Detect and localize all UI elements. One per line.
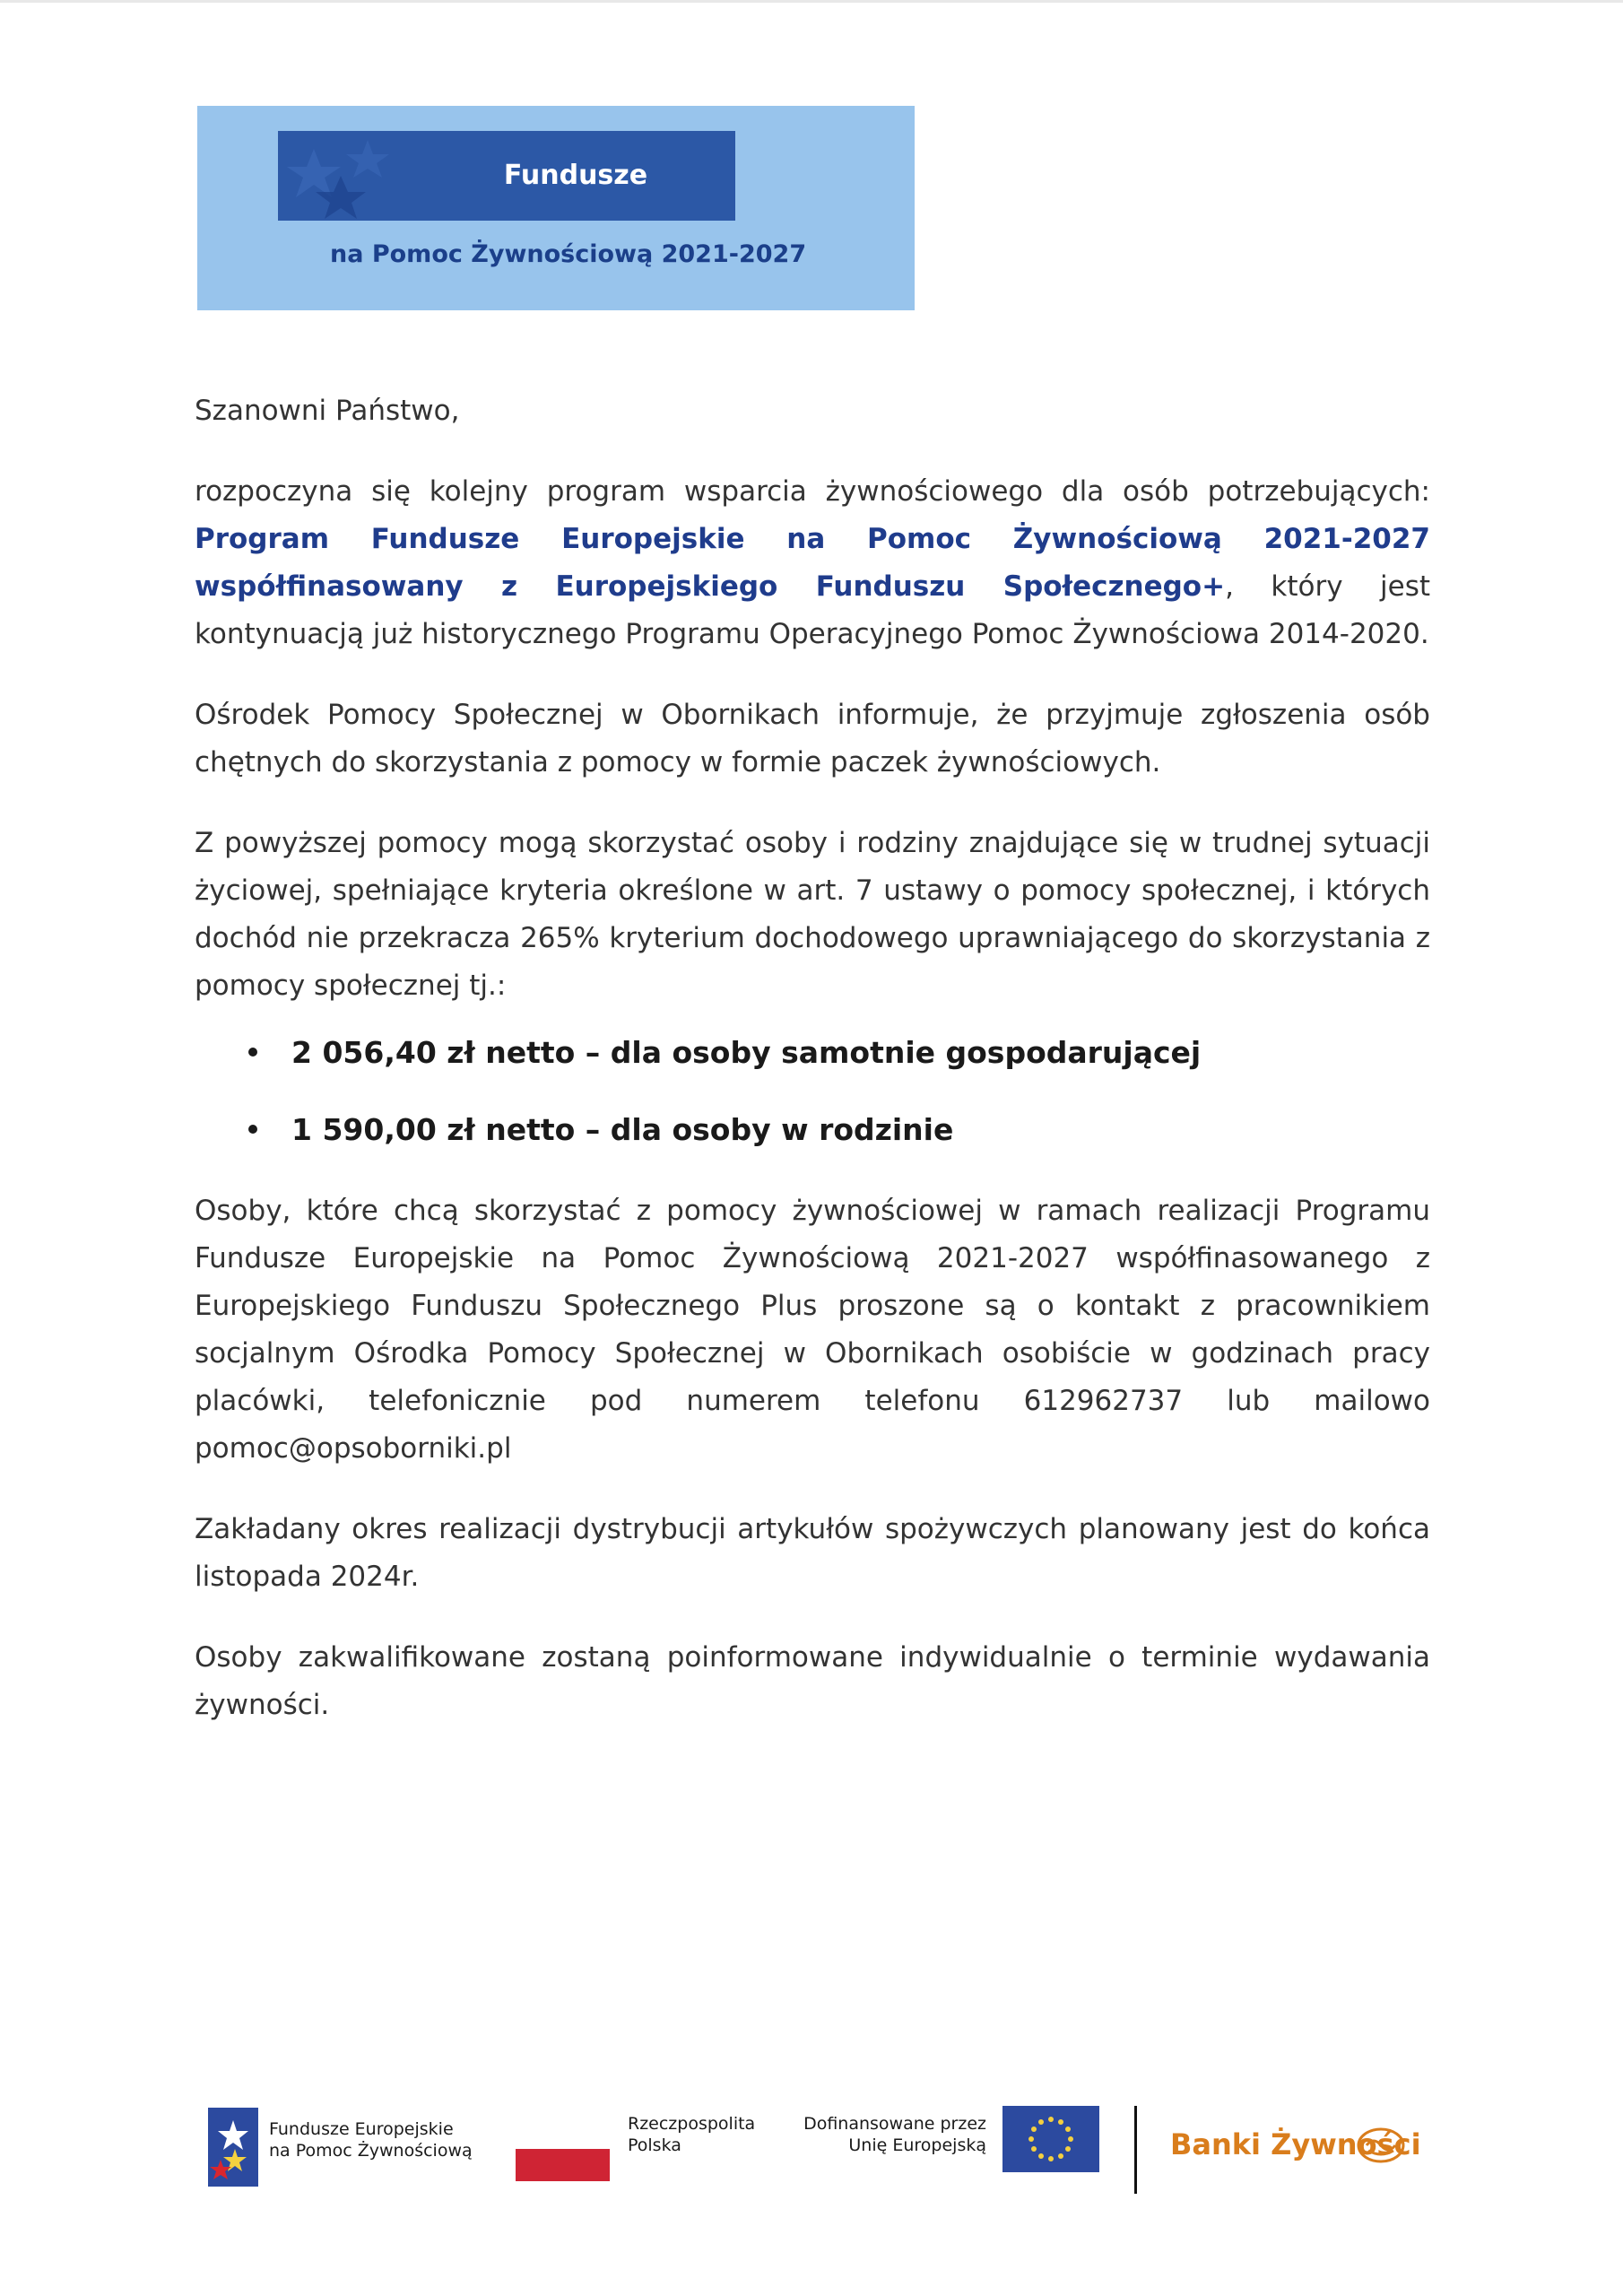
footer-logos xyxy=(0,2090,1623,2215)
scan-edge xyxy=(0,0,1623,3)
income-criteria-list xyxy=(195,1033,1430,1150)
rp-line-1: Rzeczpospolita xyxy=(628,2114,756,2134)
list-item xyxy=(195,1033,1430,1073)
salutation: Szanowni Państwo, xyxy=(195,395,460,427)
banner-subtitle: na Pomoc Żywnościową 2021-2027 xyxy=(330,240,807,268)
letter-body xyxy=(195,387,1430,1762)
intro-text: rozpoczyna się kolejny program wsparcia żywnościowego dla osób potrzebujących: xyxy=(195,475,1430,508)
fe-logo-icon xyxy=(208,2108,258,2187)
eu-flag-icon xyxy=(1002,2106,1099,2172)
banner-dark-panel xyxy=(278,131,735,221)
banner-title: Fundusze xyxy=(503,160,648,191)
list-item xyxy=(195,1110,1430,1150)
header-banner xyxy=(197,106,915,310)
criterion-family: 1 590,00 zł netto – dla osoby w rodzinie xyxy=(291,1112,954,1147)
rp-line-2: Polska xyxy=(628,2135,681,2155)
intro-continuation: , który jest kontynuacją już historycznego Programu Operacyjnego Pomoc Żywnościowa 2014-2020. xyxy=(195,570,1431,650)
eu-line-2: Unię Europejską xyxy=(848,2135,986,2155)
paragraph-intro xyxy=(195,468,1430,658)
fe-logo-label xyxy=(269,2118,502,2161)
paragraph-contact: Osoby, które chcą skorzystać z pomocy żywnościowej w ramach realizacji Programu Fundusze Europejskie na Pomoc Żywnościową 2021-2027 współfinasowanego z Europejskiego Funduszu Społecznego Plus proszone są o kontakt z pracownikiem socjalnym Ośrodka Pomocy Społecznej w Obornikach osobiście w godzinach pracy placówki, telefonicznie pod numerem telefonu 612962737 lub mailowo pomoc@opsoborniki.pl xyxy=(195,1195,1430,1465)
paragraph-notification: Osoby zakwalifikowane zostaną poinformowane indywidualnie o terminie wydawania żywności. xyxy=(195,1641,1430,1721)
eu-label xyxy=(771,2113,986,2156)
bullet-icon xyxy=(248,1048,257,1057)
bullet-icon xyxy=(248,1125,257,1134)
eu-line-1: Dofinansowane przez xyxy=(803,2114,986,2134)
program-name: Program Fundusze Europejskie na Pomoc Żywnościową 2021-2027 współfinasowany z Europejskiego Funduszu Społecznego+ xyxy=(195,523,1430,603)
fe-line-2: na Pomoc Żywnościową xyxy=(269,2141,473,2161)
banner-stars-icon xyxy=(278,131,421,221)
paragraph-eligibility: Z powyższej pomocy mogą skorzystać osoby i rodziny znajdujące się w trudnej sytuacji życiowej, spełniające kryteria określone w art. 7 ustawy o pomocy społecznej, i których dochód nie przekracza 265% kryterium dochodowego uprawniającego do skorzystania z pomocy społecznej tj.: xyxy=(195,827,1430,1002)
fe-line-1: Fundusze Europejskie xyxy=(269,2119,454,2139)
footer-divider xyxy=(1134,2106,1137,2194)
polish-flag-icon xyxy=(516,2149,610,2181)
criterion-single: 2 056,40 zł netto – dla osoby samotnie gospodarującej xyxy=(291,1035,1202,1070)
paragraph-period: Zakładany okres realizacji dystrybucji artykułów spożywczych planowany jest do końca listopada 2024r. xyxy=(195,1513,1430,1593)
paragraph-ops-info: Ośrodek Pomocy Społecznej w Obornikach informuje, że przyjmuje zgłoszenia osób chętnych do skorzystania z pomocy w formie paczek żywnościowych. xyxy=(195,699,1430,778)
banki-zywnosci-logo-icon xyxy=(1356,2126,1406,2165)
banki-zywnosci-label: Banki Żywności xyxy=(1170,2127,1421,2161)
